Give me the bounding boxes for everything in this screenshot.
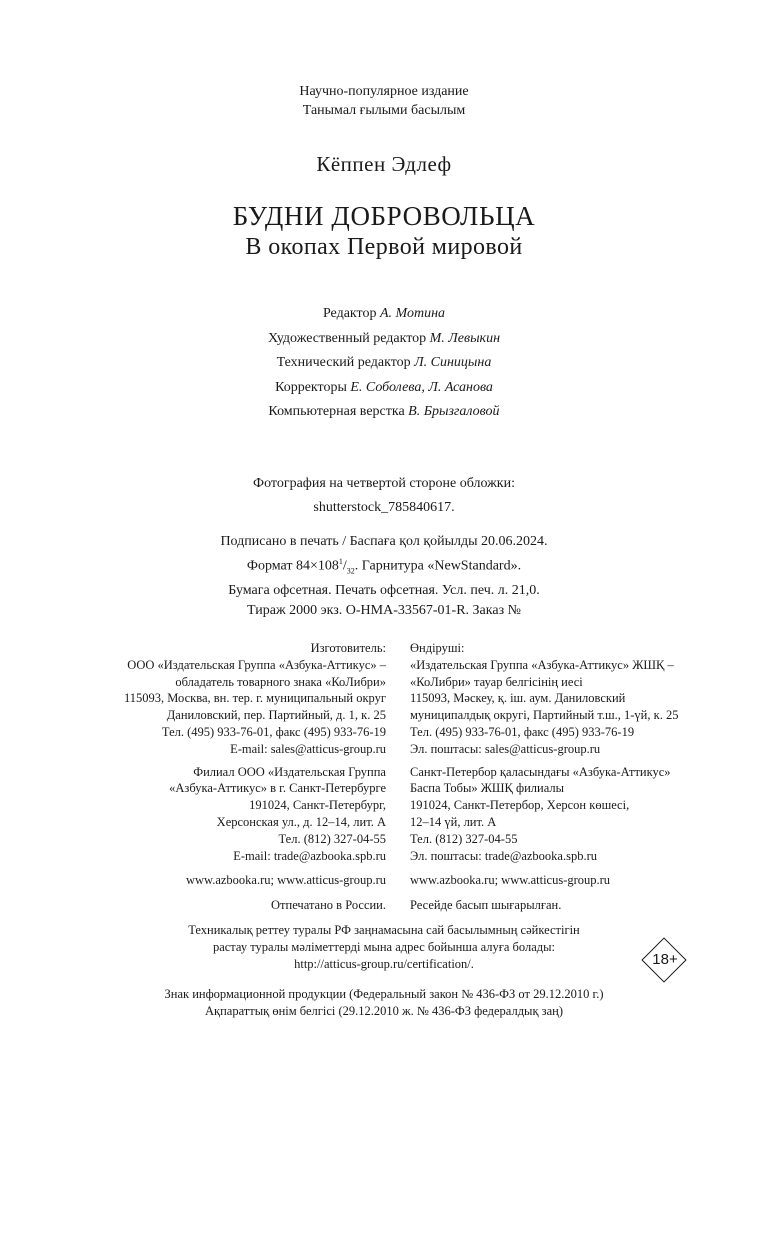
credits-list: [0, 302, 768, 425]
credit-tech-editor: Технический редактор Л. Синицына: [276, 355, 492, 370]
age-rating-badge: [641, 937, 689, 985]
credit-layout: Компьютерная верстка В. Брызгаловой: [268, 404, 500, 419]
publisher-info-ru: [40, 640, 386, 914]
website-ru: www.azbooka.ru; www.atticus-group.ru: [185, 873, 386, 888]
cover-photo-credit: Фотография на четвертой стороне обложки: shutterstock_785840617.: [253, 476, 515, 515]
website-kz: www.azbooka.ru; www.atticus-group.ru: [410, 873, 611, 888]
printed-in-ru: Отпечатано в России.: [271, 898, 386, 913]
credit-art-editor: Художественный редактор М. Левыкин: [267, 330, 501, 346]
tech-regulation-note: Техникалық реттеу туралы РФ заңнамасына сай басылымның сәйкестігін растау туралы мәліметтерді мына адрес бойынша алуға болады: http://atticus-group.ru/certification/.: [0, 922, 768, 972]
edition-type: [0, 82, 768, 120]
book-subtitle: В окопах Первой мировой: [245, 234, 523, 260]
branch-ru: Филиал ООО «Издательская Группа «Азбука-Аттикус» в г. Санкт-Петербурге 191024, Санкт-Петербург, Херсонская ул., д. 12–14, лит. А Тел. (812) 327-04-55 E-mail: trade@azbooka.spb.ru: [169, 764, 386, 863]
format-line: Формат $84\times 108^1/_{32}$. Гарнитура «NewStandard».: [246, 557, 522, 576]
book-title: БУДНИ ДОБРОВОЛЬЦА: [232, 201, 536, 231]
branch-kz: Санкт-Петербор қаласындағы «Азбука-Аттикус» Баспа Тобы» ЖШҚ филиалы 191024, Санкт-Петербор, Херсон көшесі, 12–14 үй, лит. А Тел. (812) 327-04-55 Эл. поштасы: trade@azbooka.spb.ru: [410, 764, 671, 863]
print-run-line: Тираж 2000 экз. О-НМА-33567-01-R. Заказ №: [247, 603, 521, 619]
credit-editor: Редактор А. Мотина: [322, 306, 446, 321]
edition-type-ru: Научно-популярное издание: [299, 84, 469, 99]
paper-line: Бумага офсетная. Печать офсетная. Усл. печ. л. 21,0.: [228, 583, 540, 599]
printed-in-kz: Ресейде басып шығарылған.: [410, 898, 562, 913]
manufacturer-kz: Өндіруші: «Издательская Группа «Азбука-Аттикус» ЖШҚ – «КоЛибри» тауар белгісінің иесі 115093, Мәскеу, қ. іш. аум. Даниловский муниципалдық округі, Партийный т.ш., 1-үй, к. 25 Тел. (495) 933-76-01, факс (495) 933-76-19 Эл. поштасы: sales@atticus-group.ru: [410, 641, 679, 756]
edition-type-kz: Танымал ғылыми басылым: [302, 103, 466, 118]
age-rating-text: 18+: [652, 951, 678, 968]
signed-date: Подписано в печать / Баспаға қол қойылды 20.06.2024.: [220, 534, 548, 549]
author-name: Кёппен Эдлеф: [316, 152, 452, 176]
certification-link[interactable]: http://atticus-group.ru/certification/.: [294, 956, 474, 971]
publisher-info-kz: [410, 640, 740, 914]
manufacturer-ru: Изготовитель: ООО «Издательская Группа «Азбука-Аттикус» – обладатель товарного знака «КоЛибри» 115093, Москва, вн. тер. г. муниципальный округ Даниловский, пер. Партийный, д. 1, к. 25 Тел. (495) 933-76-01, факс (495) 933-76-19 E-mail: sales@atticus-group.ru: [123, 641, 386, 756]
info-product-sign: Знак информационной продукции (Федеральный закон № 436-ФЗ от 29.12.2010 г.) Ақпараттық өнім белгісі (29.12.2010 ж. № 436-ФЗ федералдық заң): [164, 987, 604, 1018]
credit-proofreaders: Корректоры Е. Соболева, Л. Асанова: [275, 379, 493, 395]
print-details: [0, 532, 768, 621]
